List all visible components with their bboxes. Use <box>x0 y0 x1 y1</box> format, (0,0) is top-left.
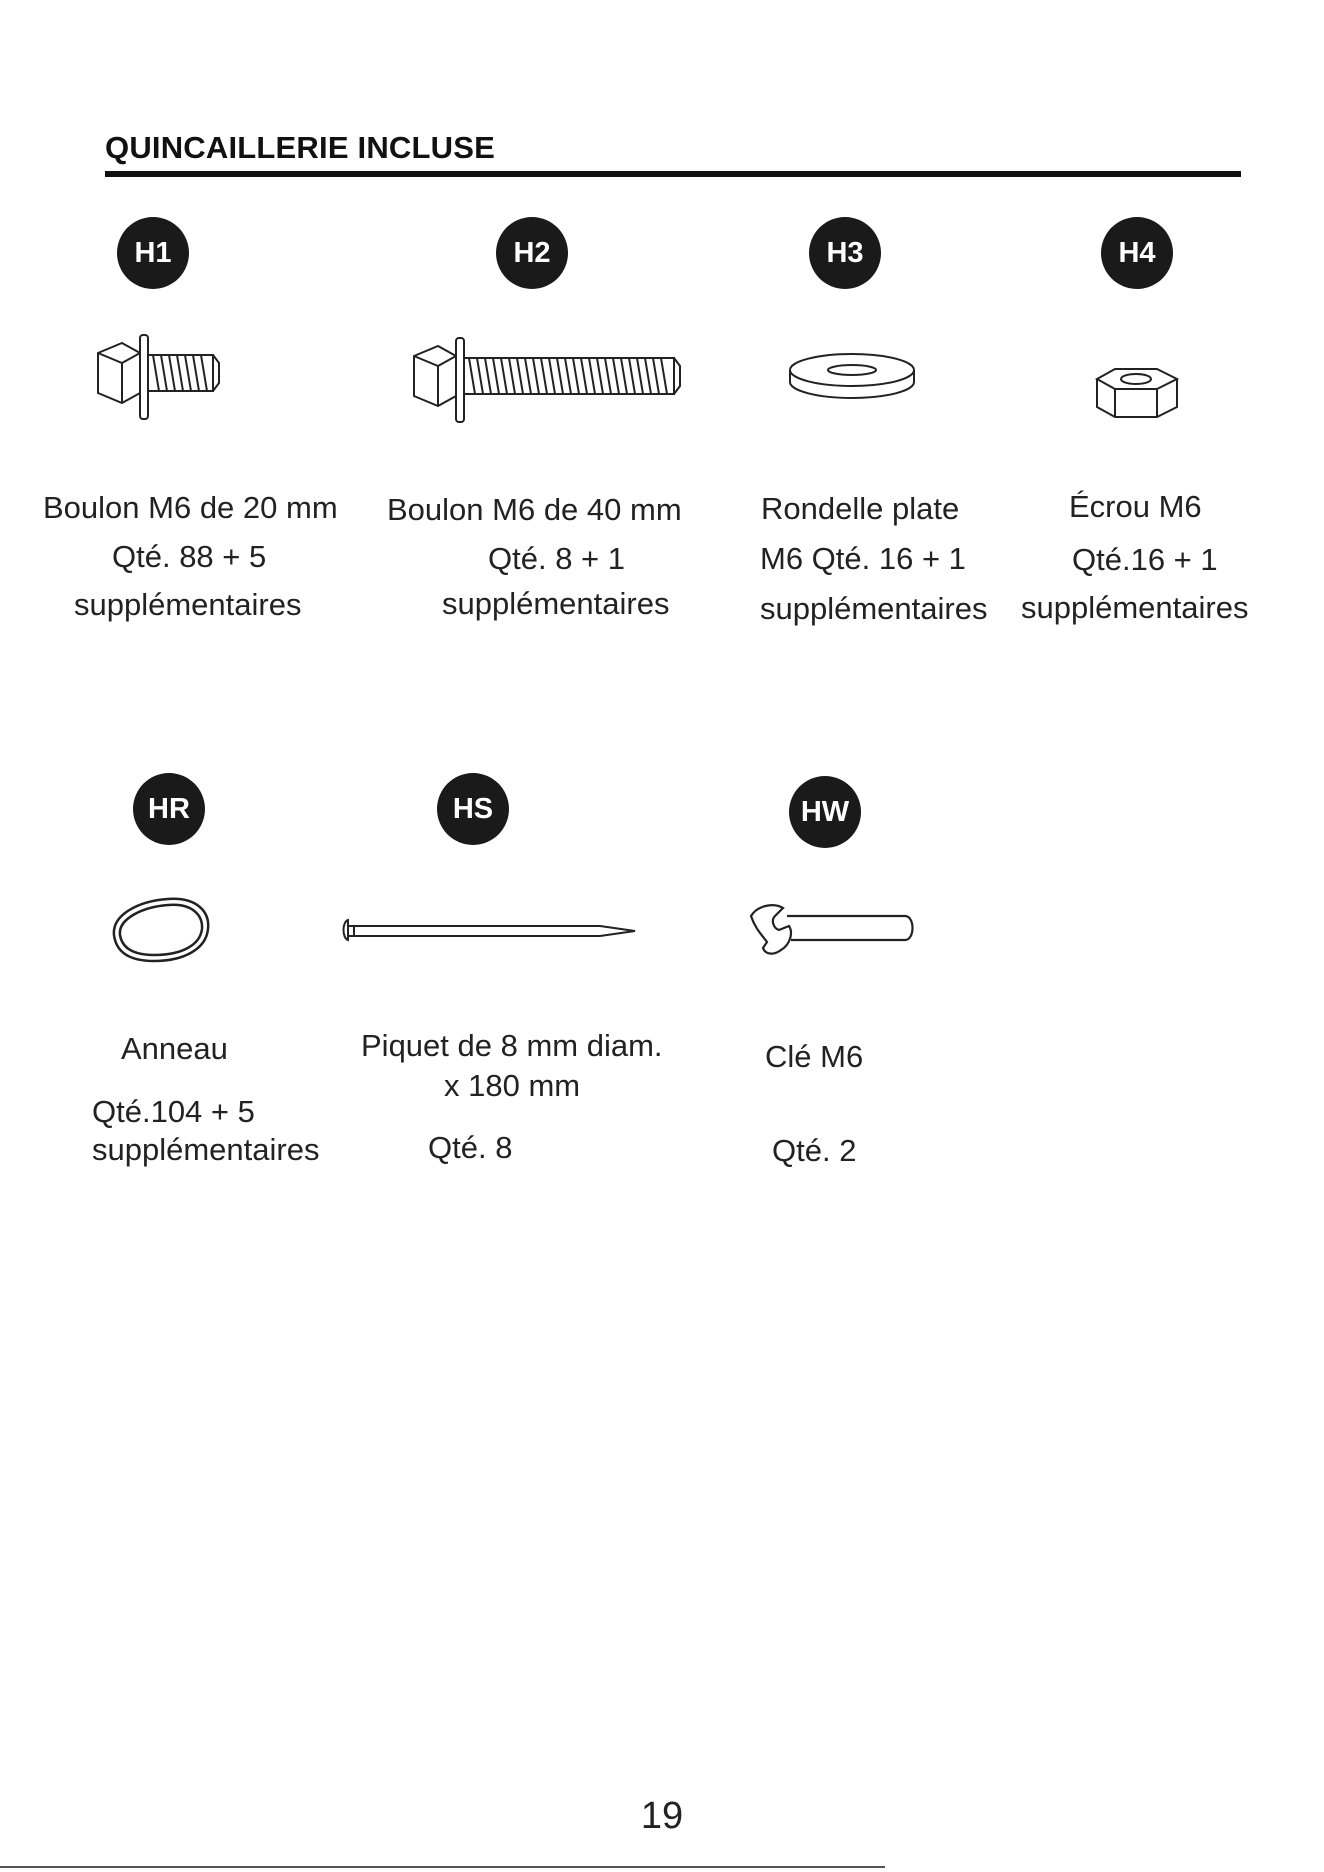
badge-h2: H2 <box>496 217 568 289</box>
page-title: QUINCAILLERIE INCLUSE <box>105 130 495 165</box>
hex-nut-icon <box>1093 365 1183 425</box>
badge-hw: HW <box>789 776 861 848</box>
item-hw-name: Clé M6 <box>765 1039 864 1074</box>
ring-icon <box>108 895 213 965</box>
item-h3-name: Rondelle plate <box>761 491 960 526</box>
item-h2-name: Boulon M6 de 40 mm <box>387 492 682 527</box>
item-h3-extra: supplémentaires <box>760 591 988 626</box>
item-h4-extra: supplémentaires <box>1021 590 1249 625</box>
flat-washer-icon <box>785 348 920 408</box>
badge-hs: HS <box>437 773 509 845</box>
flange-bolt-short-icon <box>88 325 223 430</box>
item-h3-qty: M6 Qté. 16 + 1 <box>760 541 966 576</box>
title-rule <box>105 171 1241 177</box>
item-hr-name: Anneau <box>121 1031 228 1066</box>
stake-icon <box>340 912 640 948</box>
item-hs-qty: Qté. 8 <box>428 1130 513 1165</box>
badge-h4: H4 <box>1101 217 1173 289</box>
item-h4-name: Écrou M6 <box>1069 489 1202 524</box>
page-number: 19 <box>640 1795 684 1837</box>
item-hw-qty: Qté. 2 <box>772 1133 857 1168</box>
item-hr-extra: supplémentaires <box>92 1132 320 1167</box>
badge-hr: HR <box>133 773 205 845</box>
badge-h1: H1 <box>117 217 189 289</box>
item-hr-qty: Qté.104 + 5 <box>92 1094 255 1129</box>
wrench-icon <box>745 898 915 960</box>
badge-h3: H3 <box>809 217 881 289</box>
item-h1-name: Boulon M6 de 20 mm <box>43 490 338 525</box>
item-hs-size: x 180 mm <box>444 1068 581 1103</box>
item-h2-qty: Qté. 8 + 1 <box>488 541 626 576</box>
item-h4-qty: Qté.16 + 1 <box>1072 542 1218 577</box>
item-h1-extra: supplémentaires <box>74 587 302 622</box>
item-h2-extra: supplémentaires <box>442 586 670 621</box>
item-h1-qty: Qté. 88 + 5 <box>112 539 267 574</box>
flange-bolt-long-icon <box>410 328 690 433</box>
footer-rule <box>0 1866 885 1868</box>
item-hs-name: Piquet de 8 mm diam. <box>361 1028 663 1063</box>
